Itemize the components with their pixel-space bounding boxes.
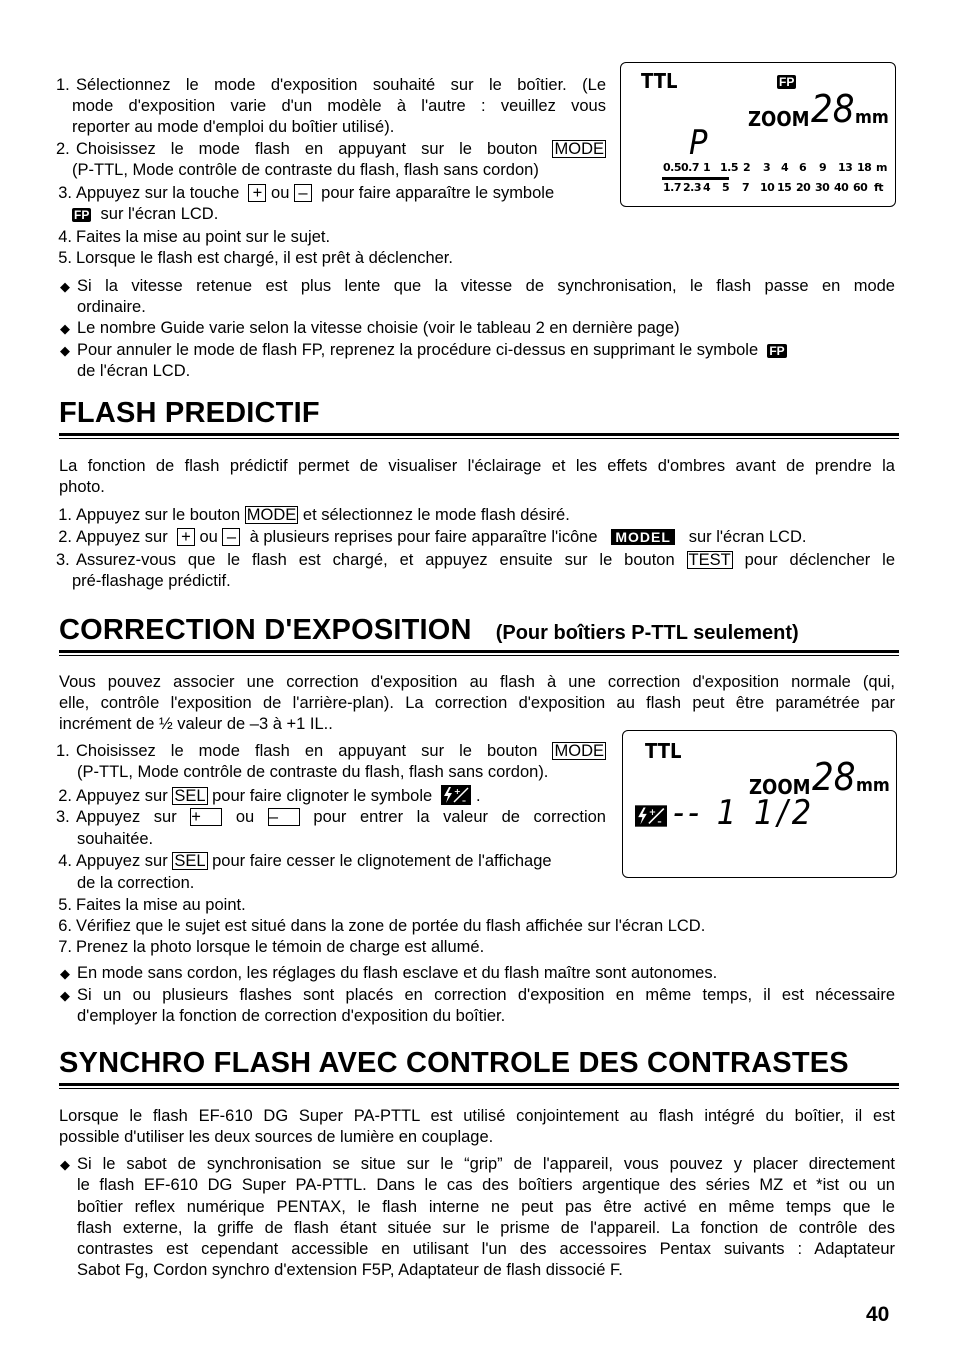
s3-note2-line1: Si un ou plusieurs flashes sont placés en correction d'exposition en même temps, il est nécessaire: [77, 986, 895, 1004]
lcd-scale_m-label: 6: [799, 161, 807, 174]
s3-step6: 6. Vérifiez que le sujet est situé dans la zone de portée du flash affichée sur l'écran LCD.: [58, 917, 706, 935]
lcd-scale_ft-label: 20: [796, 181, 811, 194]
lcd-zoom-value: 28: [812, 755, 856, 799]
lcd-compensation-value: -- 1 1/2: [673, 793, 816, 833]
lcd-mode-p: P: [689, 123, 708, 163]
flash-compensation-icon: [441, 785, 471, 805]
s4-note-line2: le flash EF-610 DG Super PA-PTTL. Dans le cas des boîtiers argentique des séries MZ et *ist ou un: [77, 1176, 895, 1194]
section-title-correction-exposition: CORRECTION D'EXPOSITION (Pour boîtiers P-TTL seulement): [59, 614, 799, 646]
s3-step2: 2. Appuyez sur SEL pour faire clignoter le symbole + – .: [58, 787, 481, 805]
lcd-zoom-value: 28: [811, 87, 855, 131]
fp-icon: FP: [769, 344, 785, 358]
lcd-scale_m-label: 0.7: [681, 161, 699, 174]
s1-note1-line1: Si la vitesse retenue est plus lente que la vitesse de synchronisation, le flash passe en mode: [77, 277, 895, 295]
s1-note3-line2: de l'écran LCD.: [77, 362, 191, 380]
diamond-bullet-icon: ◆: [60, 279, 70, 294]
s3-intro-line1: Vous pouvez associer une correction d'exposition au flash à une correction d'exposition normale (qui,: [59, 673, 895, 691]
s1-step2-line1: 2. Choisissez le mode flash en appuyant sur le bouton MODE: [56, 140, 604, 158]
s3-step3-line1: 3. Appuyez sur + ou – pour entrer la valeur de correction: [56, 808, 606, 826]
plus-key: +: [177, 528, 195, 546]
s1-step5: 5. Lorsque le flash est chargé, il est prêt à déclencher.: [58, 249, 453, 267]
lcd-scale_ft-label: 60: [853, 181, 868, 194]
s4-note-line6: Sabot Fg, Cordon synchro d'extension F5P, Adaptateur de flash dissocié F.: [77, 1261, 623, 1279]
s4-intro-line1: Lorsque le flash EF-610 DG Super PA-PTTL est utilisé conjointement au flash intégré du boîtier, il est: [59, 1107, 895, 1125]
svg-text:+: +: [454, 787, 462, 796]
lcd-scale_ft-label: ft: [874, 181, 884, 194]
s3-intro-line3: incrément de ½ valeur de –3 à +1 IL..: [59, 715, 333, 733]
s3-step1-line2: (P-TTL, Mode contrôle de contraste du flash, flash sans cordon).: [77, 763, 549, 781]
model-icon: MODEL: [611, 529, 675, 545]
s4-note-line1: Si le sabot de synchronisation se situe sur le “grip” de l'appareil, vous pouvez y placer directement: [77, 1155, 895, 1173]
s4-note-line4: flash externe, la griffe de flash étant située sur le prisme de l'appareil. La fonction de contrôle des: [77, 1219, 895, 1237]
lcd-scale_ft-label: 4: [703, 181, 711, 194]
lcd-scale_m-label: 3: [763, 161, 771, 174]
diamond-bullet-icon: ◆: [60, 321, 70, 336]
page-number: 40: [866, 1303, 890, 1326]
s3-note1: En mode sans cordon, les réglages du flash esclave et du flash maître sont autonomes.: [77, 964, 718, 982]
section-title-flash-predictif: FLASH PREDICTIF: [59, 397, 320, 429]
s2-step3-line2: pré-flashage prédictif.: [72, 572, 231, 590]
section-rule: [59, 1083, 899, 1089]
lcd-mm: mm: [855, 107, 889, 128]
lcd-scale_ft-label: 5: [722, 181, 730, 194]
s3-step4-line2: de la correction.: [77, 874, 195, 892]
lcd-scale_m-label: 2: [743, 161, 751, 174]
lcd-display-fp: [620, 62, 896, 207]
s2-intro-line1: La fonction de flash prédictif permet de visualiser l'éclairage et les effets d'ombres avant de prendre la: [59, 457, 895, 475]
mode-key: MODE: [554, 140, 604, 158]
s2-intro-line2: photo.: [59, 478, 105, 496]
s4-note-line3: boîtier reflex numérique PENTAX, le flash interne ne peut pas être activé en même temps que le: [77, 1198, 895, 1216]
lcd-ttl: TTL: [641, 69, 678, 93]
s3-intro-line2: elle, contrôle l'exposition de l'arrière-plan). La correction d'exposition au flash peut être paramétrée par: [59, 694, 895, 712]
svg-text:–: –: [462, 796, 467, 805]
minus-key: –: [294, 184, 312, 202]
s1-step1-line1: 1. Sélectionnez le mode d'exposition souhaité sur le boîtier. (Le: [56, 76, 606, 94]
s1-note3-line1: Pour annuler le mode de flash FP, reprenez la procédure ci-dessus en supprimant le symbole FP: [77, 341, 785, 359]
lcd-fp-icon: FP: [779, 75, 795, 89]
s1-note1-line2: ordinaire.: [77, 298, 146, 316]
s4-intro-line2: possible d'utiliser les deux sources de lumière en couplage.: [59, 1128, 494, 1146]
diamond-bullet-icon: ◆: [60, 988, 70, 1003]
fp-icon: FP: [74, 208, 90, 222]
sel-key: SEL: [174, 852, 206, 870]
lcd-scale_ft-label: 1.7: [663, 181, 681, 194]
s1-step2-line2: (P-TTL, Mode contrôle de contraste du flash, flash sans cordon): [72, 161, 539, 179]
lcd-display-compensation: [622, 730, 897, 878]
s3-step3-line2: souhaitée.: [77, 830, 154, 848]
lcd-scale_ft-label: 7: [742, 181, 750, 194]
test-key: TEST: [688, 551, 731, 569]
mode-key: MODE: [246, 506, 297, 524]
lcd-scale_ft-label: 10: [760, 181, 775, 194]
s1-step3-line1: 3. Appuyez sur la touche + ou – pour faire apparaître le symbole: [58, 184, 555, 202]
s2-step2: 2. Appuyez sur + ou – à plusieurs reprises pour faire apparaître l'icône MODEL sur l'écran LCD.: [58, 528, 807, 546]
lcd-scale_m-label: 1: [703, 161, 711, 174]
lcd-mm: mm: [856, 775, 890, 796]
lcd-scale_m-label: 0.5: [663, 161, 681, 174]
plus-key: +: [190, 808, 222, 826]
lcd-scale_ft-label: 15: [777, 181, 792, 194]
lcd-ttl: TTL: [645, 739, 682, 763]
s1-step1-line3: reporter au mode d'emploi du boîtier utilisé).: [72, 118, 395, 136]
lcd-scale_ft-label: 30: [815, 181, 830, 194]
lcd-scale_m-label: 4: [781, 161, 789, 174]
s1-note2: Le nombre Guide varie selon la vitesse choisie (voir le tableau 2 en dernière page): [77, 319, 680, 337]
s2-step3-line1: 3. Assurez-vous que le flash est chargé, et appuyez ensuite sur le bouton TEST pour déclencher le: [56, 551, 895, 569]
s3-step4-line1: 4. Appuyez sur SEL pour faire cesser le clignotement de l'affichage: [58, 852, 552, 870]
s3-step7: 7. Prenez la photo lorsque le témoin de charge est allumé.: [58, 938, 485, 956]
section-rule: [59, 433, 899, 439]
lcd-distance-scale: [621, 161, 895, 197]
lcd-range-bar: [662, 177, 729, 180]
minus-key: –: [268, 808, 300, 826]
section-title-synchro-flash: SYNCHRO FLASH AVEC CONTROLE DES CONTRASTES: [59, 1047, 849, 1079]
plus-key: +: [248, 184, 266, 202]
s2-step1: 1. Appuyez sur le bouton MODE et sélectionnez le mode flash désiré.: [58, 506, 570, 524]
mode-key: MODE: [554, 742, 604, 760]
s1-step1-line2: mode d'exposition varie d'un modèle à l'autre : veuillez vous: [72, 97, 606, 115]
lcd-scale_m-label: m: [876, 161, 887, 174]
s3-step5: 5. Faites la mise au point.: [58, 896, 246, 914]
lcd-scale_m-label: 9: [819, 161, 827, 174]
lcd-scale_ft-label: 2.3: [683, 181, 701, 194]
diamond-bullet-icon: ◆: [60, 343, 70, 358]
lcd-scale_m-label: 18: [857, 161, 872, 174]
lcd-scale_m-label: 1.5: [720, 161, 738, 174]
lcd-zoom: ZOOM: [748, 107, 810, 131]
lcd-scale_ft-label: 40: [834, 181, 849, 194]
diamond-bullet-icon: ◆: [60, 966, 70, 981]
s3-note2-line2: d'employer la fonction de correction d'exposition du boîtier.: [77, 1007, 506, 1025]
s1-step3-line2: FP sur l'écran LCD.: [74, 205, 219, 223]
svg-text:+: +: [648, 807, 657, 818]
section-rule: [59, 650, 899, 656]
lcd-zoom: ZOOM: [749, 775, 811, 799]
lcd-scale_m-label: 13: [838, 161, 853, 174]
svg-text:–: –: [657, 817, 662, 827]
lcd-flash-compensation-icon: [635, 805, 667, 827]
diamond-bullet-icon: ◆: [60, 1157, 70, 1172]
s1-step4: 4. Faites la mise au point sur le sujet.: [58, 228, 331, 246]
sel-key: SEL: [174, 787, 206, 805]
section-subtitle: (Pour boîtiers P-TTL seulement): [495, 622, 799, 644]
s3-step1-line1: 1. Choisissez le mode flash en appuyant sur le bouton MODE: [56, 742, 604, 760]
s4-note-line5: contrastes est cependant accessible en utilisant l'un des accessoires Pentax suivants : Adaptateur: [77, 1240, 895, 1258]
minus-key: –: [222, 528, 240, 546]
